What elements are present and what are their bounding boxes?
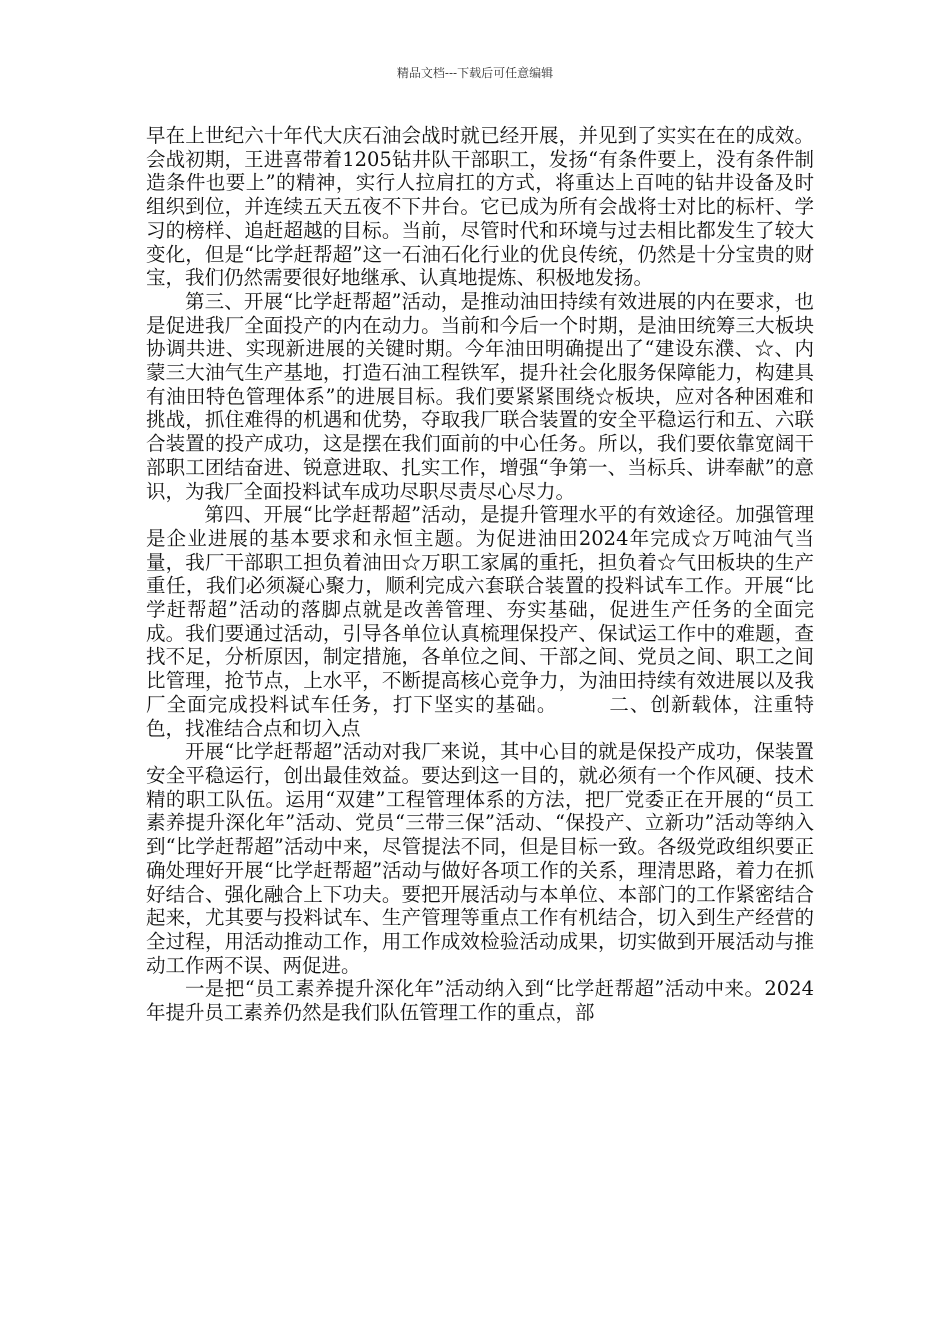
page-header: 精品文档---下载后可任意编辑	[396, 66, 554, 80]
document-body	[146, 124, 814, 1025]
paragraph-4: 开展“比学赶帮超”活动对我厂来说，其中心目的就是保投产成功，保装置安全平稳运行，创出最佳效益。要达到这一目的，就必须有一个作风硬、技术精的职工队伍。运用“双建”工程管理体系的方法，把厂党委正在开展的“员工素养提升深化年”活动、党员“三带三保”活动、“保投产、立新功”活动等纳入到“比学赶帮超”活动中来，尽管提法不同，但是目标一致。各级党政组织要正确处理好开展“比学赶帮超”活动与做好各项工作的关系，理清思路，着力在抓好结合、强化融合上下功夫。要把开展活动与本单位、本部门的工作紧密结合起来，尤其要与投料试车、生产管理等重点工作有机结合，切入到生产经营的全过程，用活动推动工作，用工作成效检验活动成果，切实做到开展活动与推动工作两不误、两促进。	[146, 740, 814, 977]
paragraph-5: 一是把“员工素养提升深化年”活动纳入到“比学赶帮超”活动中来。2024年提升员工素养仍然是我们队伍管理工作的重点，部	[146, 977, 814, 1025]
paragraph-3: 第四、开展“比学赶帮超”活动，是提升管理水平的有效途径。加强管理是企业进展的基本要求和永恒主题。为促进油田2024年完成☆万吨油气当量，我厂干部职工担负着油田☆万职工家属的重托，担负着☆气田板块的生产重任，我们必须凝心聚力，顺利完成六套联合装置的投料试车工作。开展“比学赶帮超”活动的落脚点就是改善管理、夯实基础，促进生产任务的全面完成。我们要通过活动，引导各单位认真梳理保投产、保试运工作中的难题，查找不足，分析原因，制定措施，各单位之间、干部之间、党员之间、职工之间比管理，抢节点，上水平，不断提高核心竞争力，为油田持续有效进展以及我厂全面完成投料试车任务，打下坚实的基础。 二、创新载体，注重特色，找准结合点和切入点	[146, 503, 814, 740]
paragraph-2: 第三、开展“比学赶帮超”活动，是推动油田持续有效进展的内在要求，也是促进我厂全面投产的内在动力。当前和今后一个时期，是油田统筹三大板块协调共进、实现新进展的关键时期。今年油田明确提出了“建设东濮、☆、内蒙三大油气生产基地，打造石油工程铁军，提升社会化服务保障能力，构建具有油田特色管理体系”的进展目标。我们要紧紧围绕☆板块，应对各种困难和挑战，抓住难得的机遇和优势，夺取我厂联合装置的安全平稳运行和五、六联合装置的投产成功，这是摆在我们面前的中心任务。所以，我们要依靠宽阔干部职工团结奋进、锐意进取、扎实工作，增强“争第一、当标兵、讲奉献”的意识，为我厂全面投料试车成功尽职尽责尽心尽力。	[146, 289, 814, 503]
paragraph-1: 早在上世纪六十年代大庆石油会战时就已经开展，并见到了实实在在的成效。会战初期，王进喜带着1205钻井队干部职工，发扬“有条件要上，没有条件制造条件也要上”的精神，实行人拉肩扛的方式，将重达上百吨的钻井设备及时组织到位，并连续五天五夜不下井台。它已成为所有会战将士对比的标杆、学习的榜样、追赶超越的目标。当前，尽管时代和环境与过去相比都发生了较大变化，但是“比学赶帮超”这一石油石化行业的优良传统，仍然是十分宝贵的财宝，我们仍然需要很好地继承、认真地提炼、积极地发扬。	[146, 124, 814, 290]
